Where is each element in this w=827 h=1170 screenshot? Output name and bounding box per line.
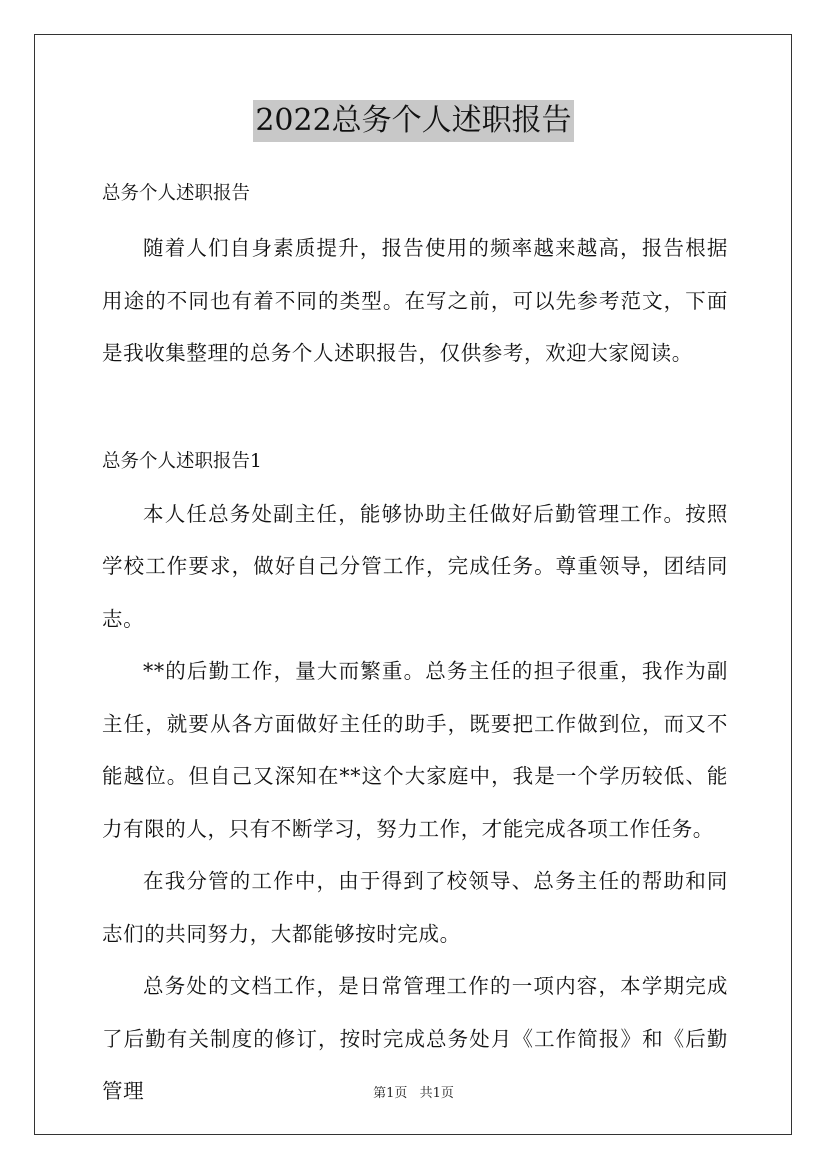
page-number: 第1页 xyxy=(373,1086,408,1101)
intro-paragraph: 随着人们自身素质提升，报告使用的频率越来越高，报告根据用途的不同也有着不同的类型。在写之前，可以先参考范文，下面是我收集整理的总务个人述职报告，仅供参考，欢迎大家阅读。 xyxy=(102,236,728,365)
document-body xyxy=(102,176,728,1118)
document-title: 2022总务个人述职报告 xyxy=(253,100,573,142)
body-paragraph: 总务处的文档工作，是日常管理工作的一项内容，本学期完成了后勤有关制度的修订，按时完成总务处月《工作简报》和《后勤管理 xyxy=(102,974,728,1103)
body-paragraph: **的后勤工作，量大而繁重。总务主任的担子很重，我作为副主任，就要从各方面做好主任的助手，既要把工作做到位，而又不能越位。但自己又深知在**这个大家庭中，我是一个学历较低、能力有限的人，只有不断学习，努力工作，才能完成各项工作任务。 xyxy=(102,659,728,841)
title-container xyxy=(0,100,827,142)
body-paragraph: 本人任总务处副主任，能够协助主任做好后勤管理工作。按照学校工作要求，做好自己分管工作，完成任务。尊重领导，团结同志。 xyxy=(102,501,728,631)
section-heading-1: 总务个人述职报告1 xyxy=(102,450,262,472)
intro-heading: 总务个人述职报告 xyxy=(102,183,251,204)
page-footer xyxy=(0,1082,827,1101)
body-paragraph: 在我分管的工作中，由于得到了校领导、总务主任的帮助和同志们的共同努力，大都能够按时完成。 xyxy=(102,869,728,946)
page-total: 共1页 xyxy=(419,1086,454,1101)
